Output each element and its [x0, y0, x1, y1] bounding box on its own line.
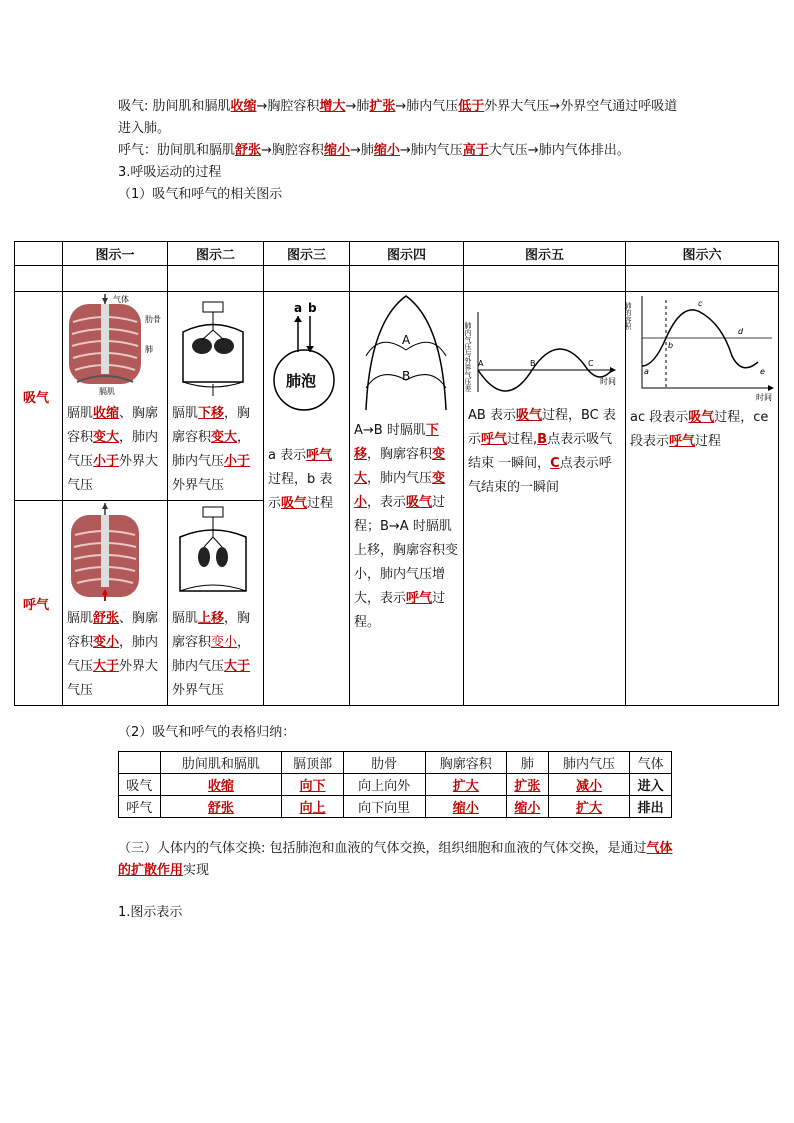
diaphragm-position-figure: [350, 292, 463, 417]
svg-text:B: B: [530, 359, 536, 368]
fig2-inhale-cell: [168, 292, 264, 501]
svg-text:膈肌: 膈肌: [99, 387, 115, 396]
svg-text:A: A: [402, 333, 411, 347]
svg-text:d: d: [738, 327, 744, 336]
ribcage-exhale-figure: [63, 501, 167, 605]
svg-text:C: C: [588, 359, 594, 368]
table-header-row: 肋间肌和膈肌 膈顶部 肋骨 胸廓容积 肺 肺内气压 气体: [119, 752, 672, 774]
svg-text:e: e: [760, 367, 765, 376]
bell-jar-exhale-figure: [168, 501, 263, 605]
svg-text:a: a: [294, 301, 303, 315]
table-row: 呼气 舒张 向上 向下向里 缩小 缩小 扩大 排出: [119, 796, 672, 818]
fig1-exhale-cell: [63, 501, 168, 706]
row-label-exhale: 呼气: [15, 501, 63, 706]
fig4-text: A→B 时膈肌下移，胸廓容积变大，肺内气压变小，表示吸气过程；B→A 时膈肌上移，胸廓容积变小，肺内气压增大，表示呼气过程。: [354, 423, 459, 630]
pressure-difference-chart: [464, 292, 625, 402]
svg-text:a: a: [644, 367, 649, 376]
header-fig6: 图示六: [626, 242, 779, 266]
gas-exchange-paragraph: （三）人体内的气体交换: 包括肺泡和血液的气体交换，组织细胞和血液的气体交换，是通过气体的扩散作用实现: [118, 841, 673, 878]
header-fig4: 图示四: [350, 242, 464, 266]
bell-jar-inhale-figure: [168, 292, 263, 400]
fig2-exhale-text: 膈肌上移，胸廓容积变小，肺内气压大于外界气压: [172, 611, 251, 698]
header-fig5: 图示五: [464, 242, 626, 266]
fig2-inhale-text: 膈肌下移，胸廓容积变大，肺内气压小于外界气压: [172, 406, 251, 493]
svg-text:b: b: [668, 341, 674, 350]
fig1-exhale-text: 膈肌舒张、胸廓容积变小，肺内气压大于外界大气压: [67, 611, 159, 698]
svg-text:气体: 气体: [113, 295, 129, 304]
svg-text:肺内气压与外界气压差: 肺内气压与外界气压差: [464, 322, 472, 392]
fig6-text: ac 段表示吸气过程，ce 段表示呼气过程: [630, 410, 769, 449]
svg-text:b: b: [308, 301, 317, 315]
fig3-cell: [264, 292, 350, 706]
svg-text:肺的容积: 肺的容积: [624, 302, 632, 330]
fig4-cell: [350, 292, 464, 706]
fig5-text: AB 表示吸气过程，BC 表示呼气过程,B点表示吸气结束 一瞬间，C点表示呼气结束的一瞬间: [468, 408, 616, 495]
sub-heading-1: （1）吸气和呼气的相关图示: [118, 187, 283, 202]
svg-text:B: B: [402, 369, 411, 383]
svg-text:A: A: [478, 359, 484, 368]
svg-text:时间: 时间: [756, 393, 772, 402]
fig2-exhale-cell: [168, 501, 264, 706]
header-fig2: 图示二: [168, 242, 264, 266]
fig1-inhale-cell: [63, 292, 168, 501]
alveolus-figure: [264, 292, 349, 442]
table-row: 吸气 收缩 向下 向上向外 扩大 扩张 减小 进入: [119, 774, 672, 796]
fig5-cell: [464, 292, 626, 706]
fig1-inhale-text: 膈肌收缩、胸廓容积变大，肺内气压小于外界大气压: [67, 406, 159, 493]
breathing-summary-table: [118, 751, 672, 818]
svg-text:c: c: [698, 299, 703, 308]
breathing-figures-table: [14, 241, 779, 706]
svg-text:时间: 时间: [600, 377, 616, 386]
fig3-text: a 表示呼气过程，b 表示吸气过程: [268, 448, 334, 511]
section-heading-4: 1.图示表示: [118, 905, 183, 920]
inhale-summary: 吸气: 肋间肌和膈肌收缩→胸腔容积增大→肺扩张→肺内气压低于外界大气压→外界空气通过呼吸道进入肺。: [118, 99, 678, 136]
row-label-inhale: 吸气: [15, 292, 63, 501]
sub-heading-2: （2）吸气和呼气的表格归纳：: [118, 725, 296, 740]
header-fig3: 图示三: [264, 242, 350, 266]
fig6-cell: [626, 292, 779, 706]
exhale-summary: 呼气：肋间肌和膈肌舒张→胸腔容积缩小→肺缩小→肺内气压高于大气压→肺内气体排出。: [118, 143, 630, 158]
section-heading-3: 3.呼吸运动的过程: [118, 165, 222, 180]
lung-volume-chart: [626, 292, 778, 404]
svg-text:肺: 肺: [145, 345, 153, 354]
header-fig1: 图示一: [63, 242, 168, 266]
svg-text:肋骨: 肋骨: [145, 315, 161, 324]
ribcage-inhale-figure: [63, 292, 167, 400]
svg-text:肺泡: 肺泡: [286, 372, 317, 390]
